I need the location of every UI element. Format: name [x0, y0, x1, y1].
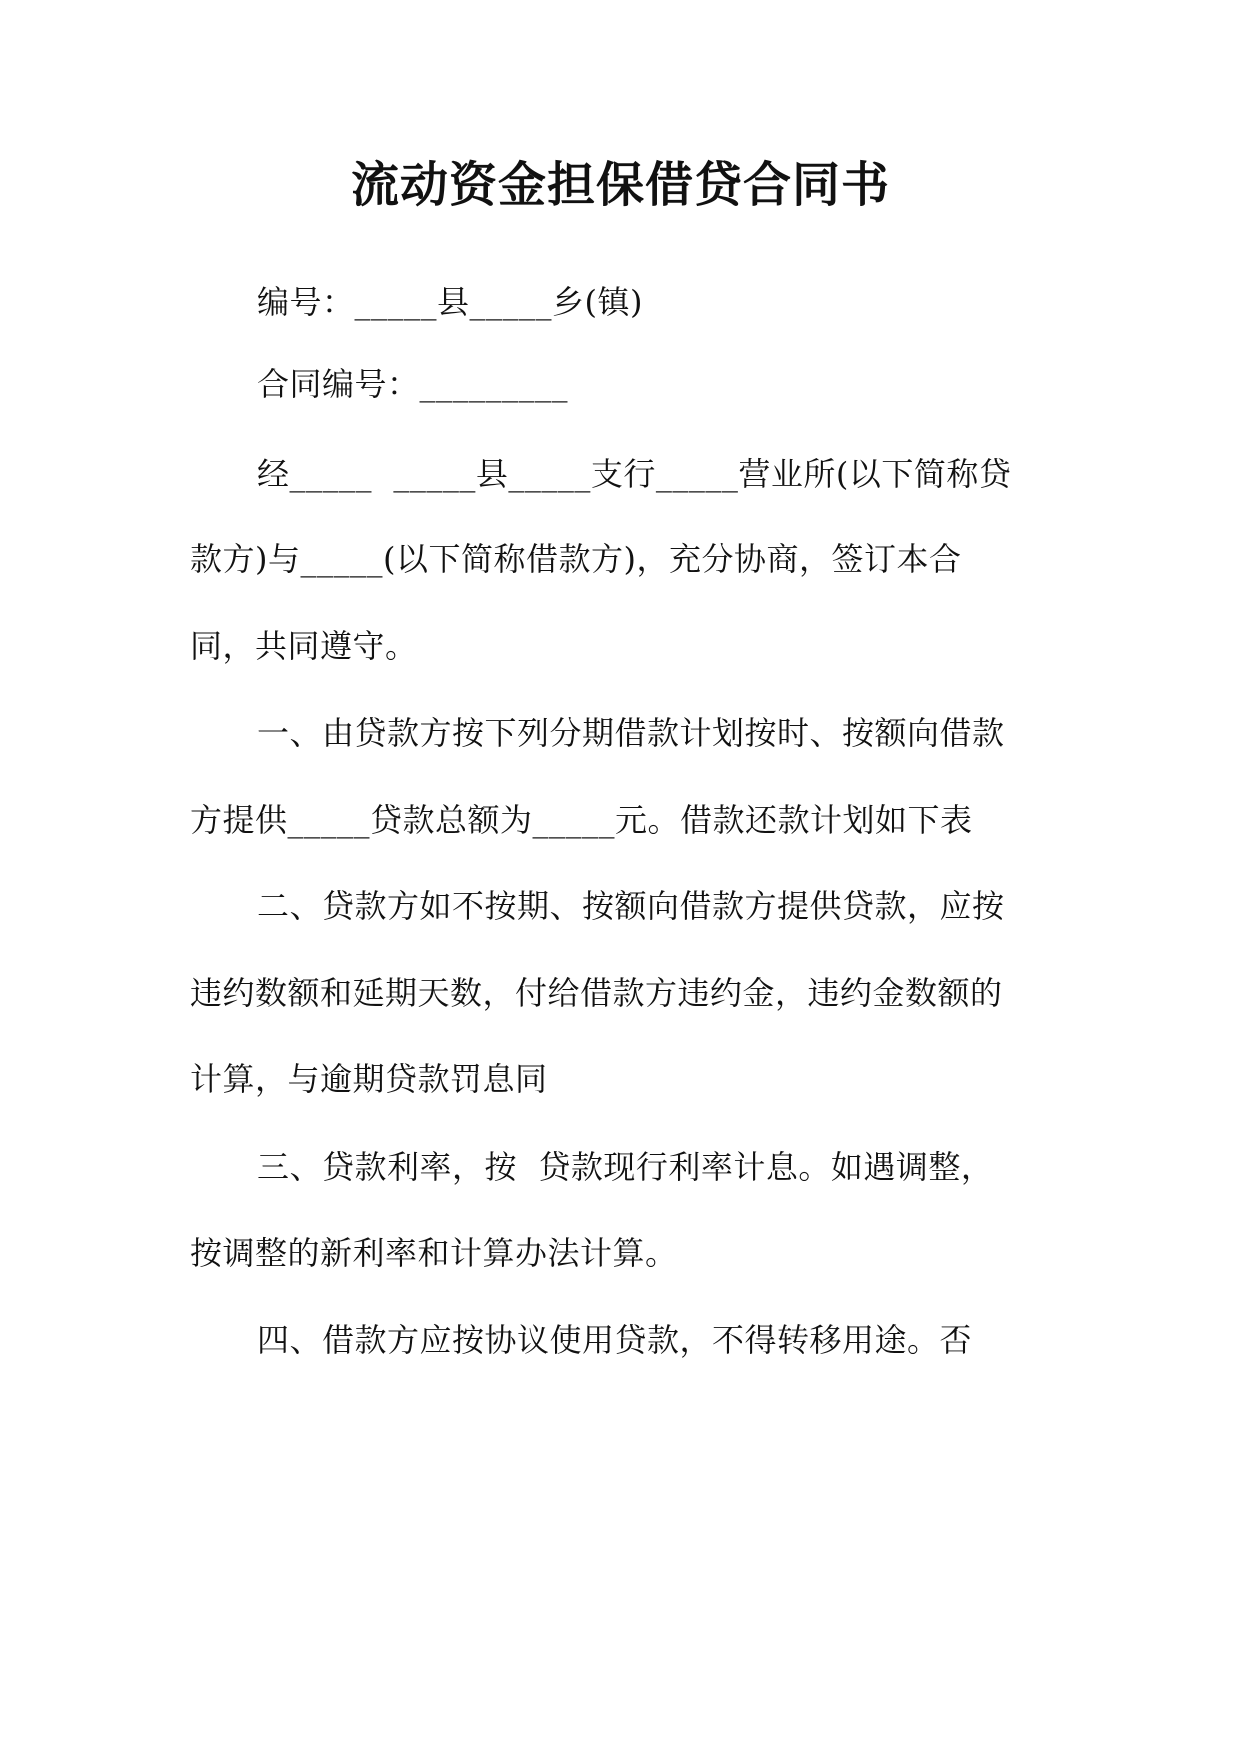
text-line-clause-4a: 四、借款方应按协议使用贷款，不得转移用途。否: [257, 1321, 973, 1359]
text-line-clause-3a: 三、贷款利率，按 贷款现行利率计息。如遇调整，: [257, 1148, 994, 1186]
text-line-clause-2a: 二、贷款方如不按期、按额向借款方提供贷款，应按: [257, 887, 1005, 925]
text-line-intro-3: 同，共同遵守。: [190, 627, 418, 665]
text-line-serial-number: 编号：_____县_____乡(镇): [257, 283, 643, 321]
text-line-clause-1a: 一、由贷款方按下列分期借款计划按时、按额向借款: [257, 714, 1005, 752]
text-line-clause-1b: 方提供_____贷款总额为_____元。借款还款计划如下表: [190, 801, 973, 839]
text-line-clause-2c: 计算，与逾期贷款罚息同: [190, 1060, 548, 1098]
document-title: 流动资金担保借贷合同书: [350, 157, 890, 213]
text-line-intro-2: 款方)与_____(以下简称借款方)，充分协商，签订本合: [190, 540, 962, 578]
text-line-intro-1: 经_____ _____县_____支行_____营业所(以下简称贷: [257, 455, 1012, 493]
text-line-contract-number: 合同编号：_________: [257, 365, 569, 403]
text-line-clause-3b: 按调整的新利率和计算办法计算。: [190, 1234, 678, 1272]
text-line-clause-2b: 违约数额和延期天数，付给借款方违约金，违约金数额的: [190, 974, 1003, 1012]
